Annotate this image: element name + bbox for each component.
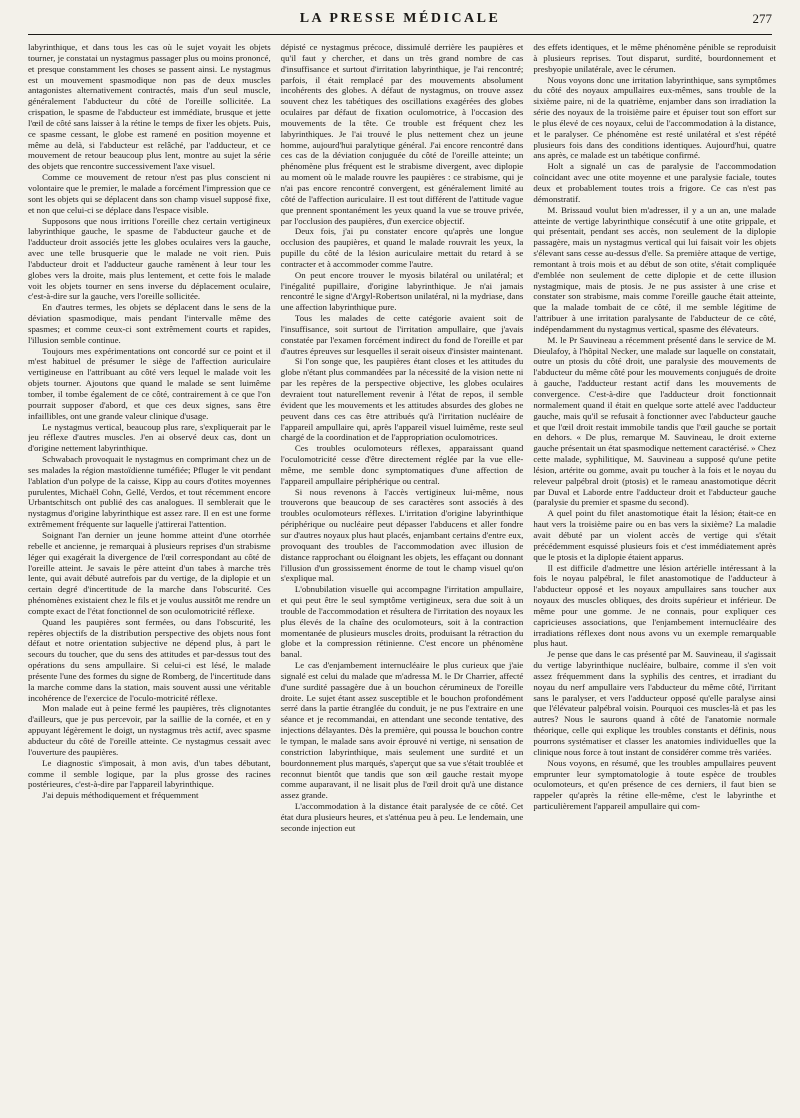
paragraph: Nous voyons donc une irritation labyrinthique, sans symptômes du côté des noyaux ampullaires eux-mêmes, sans trouble de la sixième paire, ni de la quatrième, enjamber dans son irradiation la série des noyaux de la troisième paire et épuiser tout son effort sur le plus élevé de ces noyaux, celui de l'accommodation à la distance, et le paralyser. Ce phénomène est resté unilatéral et s'est répété plusieurs fois dans des conditions identiques. Aujourd'hui, quatre ans après, ce malade est un tabétique confirmé. — [533, 74, 777, 161]
paragraph: Ces troubles oculomoteurs réflexes, apparaissant quand l'oculomotricité cesse d'être directement réglée par la vue elle-même, me semble donc symptomatiques d'une affection de l'appareil ampullaire périphérique ou central. — [280, 443, 524, 486]
paragraph: L'obnubilation visuelle qui accompagne l'irritation ampullaire, et qui peut être le seul symptôme vertigineux, sera due soit à un trouble de l'accommodation et résultera de l'irritation des noyaux les plus élevés de la chaîne des oculomoteurs, soit à la contraction momentanée de plusieurs muscles droits, produisant la rétraction du globe et la compression rétinienne. C'est encore un phénomène banal. — [280, 584, 524, 660]
header-rule — [28, 34, 772, 35]
column-middle — [281, 42, 524, 1110]
paragraph: Si l'on songe que, les paupières étant closes et les attitudes du globe n'étant plus commandées par la nécessité de la vision nette ni par les repères de la perspective objective, les globes oculaires devraient tout naturellement revenir à l'état de repos, il semble évident que les mouvements et les attitudes absurdes des globes ne peuvent dans ces cas être attribués qu'à l'irritation nucléaire de l'appareil ampullaire qui, après l'appareil visuel luimême, reste seul chargé de la coordination et de l'appropriation oculomotrices. — [280, 356, 524, 443]
paragraph: Schwabach provoquait le nystagmus en comprimant chez un de ses malades la région mastoïdienne tuméfiée; Pfluger le vit pendant l'ablation d'un polype de la caisse, Kipp au cours d'otites moyennes purulentes, Michaël Cohn, Gellé, Verdos, et tout récemment encore Urbantschitsch ont publié des cas analogues. Il semblerait que le nystagmus d'origine labyrinthique est assez rare. Il en est une forme extrêmement fréquente sur laquelle j'attirerai l'attention. — [28, 454, 271, 530]
paragraph: des effets identiques, et le même phénomène pénible se reproduisit à plusieurs reprises. Tout disparut, surdité, bourdonnement et presbyopie unilatérale, avec le cérumen. — [533, 42, 777, 74]
paragraph: Si nous revenons à l'accès vertigineux lui-même, nous trouverons que beaucoup de ses caractères sont associés à des troubles oculomoteurs réflexes. L'irritation d'origine labyrinthique périphérique ou nucléaire peut dépasser l'abducens et aller fondre sur d'autres noyaux plus haut placés, enjambant certains d'entre eux, provoquant des troubles de l'accommodation avec illusion de distance rapprochant ou éloignant les objets, les effaçant ou donnant l'illusion d'un grossissement énorme de tout le champ visuel qu'on s'explique mal. — [280, 486, 524, 584]
paragraph: Il est difficile d'admettre une lésion artérielle intéressant à la fois le noyau palpébral, le filet anastomotique de l'adducteur à l'abducteur opposé et les noyaux ampullaires sans toucher aux noyaux des muscles obliques, des droits supérieur et inférieur. De même pour une gomme. Je ne connais, pour expliquer ces capricieuses associations, que l'enjambement internucléaire des irradiations réflexes dont nous avons vu un exemple remarquable plus haut. — [533, 562, 777, 649]
paragraph: Je pense que dans le cas présenté par M. Sauvineau, il s'agissait du vertige labyrinthique nucléaire, bulbaire, comme il s'en voit assez fréquemment dans la syphilis des centres, et irradiant du noyau du nerf ampullaire vers l'abducteur du même côté, l'irritant sans le paralyser, et vers l'adducteur opposé qu'elle paralyse ainsi que l'élévateur palpébral voisin. Pourquoi ces muscles-là et pas les autres? Nous le saurons quand à côté de l'anatomie normale théorique, celle qui explique les troubles constants et définis, nous pourrons systématiser et classer les anatomies individuelles que la clinique nous force à tout instant de considérer comme très variées. — [533, 649, 777, 757]
paragraph: Le nystagmus vertical, beaucoup plus rare, s'expliquerait par le jeu réflexe d'autres muscles. J'en ai observé deux cas, dont un d'origine nettement labyrinthique. — [28, 421, 271, 454]
paragraph: Mon malade eut à peine fermé les paupières, très clignotantes d'ailleurs, que je pus percevoir, par la saillie de la cornée, et en y appuyant légèrement le doigt, un nystagmus très actif, avec spasme abducteur du côté de l'oreille atteinte. Ce nystagmus cessait avec l'ouverture des paupières. — [28, 703, 271, 757]
paragraph: Le diagnostic s'imposait, à mon avis, d'un tabes débutant, comme il semble logique, par la plus grosse des racines postérieures, c'est-à-dire par l'appareil labyrinthique. — [28, 757, 271, 790]
paragraph: Comme ce mouvement de retour n'est pas plus conscient ni volontaire que le premier, le malade a forcément l'impression que ce sont les objets qui se déplacent dans son champ visuel supposé fixe, et non que celui-ci se déplace dans l'espace visible. — [28, 172, 271, 215]
paragraph: Deux fois, j'ai pu constater encore qu'après une longue occlusion des paupières, et quand le malade rouvrait les yeux, la pupille du côté de la lésion auriculaire mettait du retard à se contracter et à accommoder comme l'autre. — [280, 226, 524, 269]
paragraph: J'ai depuis méthodiquement et fréquemment — [42, 790, 199, 801]
column-right — [533, 42, 776, 1110]
paragraph: labyrinthique, et dans tous les cas où le sujet voyait les objets tourner, je constatai un nystagmus passager plus ou moins prononcé, et presque constamment les choses se passent ainsi. Le nystagmus est un mouvement spasmodique non pas de deux muscles antagonistes alternativement contractés, mais d'un seul muscle, généralement l'abducteur du côté de l'oreille sollicitée. La crispation, le spasme de l'abducteur est immédiate, brusque et jette l'œil de côté sans laisser à la rétine le temps de fixer les objets. Puis, ce spasme cessant, le globe est ramené en position moyenne et même au delà, si l'abducteur est relâché, par l'adducteur, et ce mouvement de retour beaucoup plus lent, montre au sujet la série des objets que rencontre successivement l'axe visuel. — [28, 42, 271, 172]
paragraph: A quel point du filet anastomotique était la lésion; était-ce en haut vers la troisième paire ou en bas vers la sixième? La maladie avait débuté par un violent accès de vertige qui s'était précédemment esquissé plusieurs fois et c'est immédiatement après que le ptosis et la diplopie étaient apparus. — [533, 508, 777, 562]
paragraph: Holt a signalé un cas de paralysie de l'accommodation coïncidant avec une otite moyenne et une paralysie faciale, toutes deux et probablement toutes trois a frigore. Ce cas n'est pas démonstratif. — [533, 161, 777, 204]
column-left — [28, 42, 271, 1110]
text-columns — [28, 42, 776, 1110]
running-title: LA PRESSE MÉDICALE — [299, 11, 501, 26]
paragraph: On peut encore trouver le myosis bilatéral ou unilatéral; et l'inégalité pupillaire, d'origine labyrinthique. Je n'ai jamais rencontré le signe d'Argyl-Robertson unilatéral, ni la mydriase, dans une affection labyrinthique pure. — [280, 269, 524, 313]
paragraph: Quand les paupières sont fermées, ou dans l'obscurité, les repères objectifs de la distribution perspective des objets nous font défaut et notre orientation subjective ne dépend plus, à part le secours du toucher, que du sens des attitudes et par-dessus tout des opérations du sens ampullaire. Si celui-ci est lésé, le malade présente l'une des formes du signe de Romberg, de l'incertitude dans la marche comme dans la station, mais souvent aussi une véritable incohérence de l'exercice de l'oculo-motricité réflexe. — [28, 616, 271, 703]
paragraph: Le cas d'enjambement internucléaire le plus curieux que j'aie signalé est celui du malade que m'adressa M. le Dr Charrier, affecté d'une surdité passagère due à un bouchon cérumineux de l'oreille droite. Le sujet étant assez susceptible et le bouchon profondément serré dans la partie étranglée du conduit, je ne pus l'extraire en une séance et je recommandai, en attendant une seconde tentative, des injections délayantes. Dès la première, qui poussa le bouchon contre le tympan, le malade sans avoir éprouvé ni vertige, ni sensation de constriction labyrinthique, mais seulement une surdité et un bourdonnement plus marqués, s'aperçut que sa vue s'était troublée et reconnut bientôt que tandis que son œil gauche restait myope comme auparavant, il ne lisait plus de l'œil droit qu'à une distance assez grande. — [280, 660, 524, 801]
paragraph: Toujours mes expérimentations ont concordé sur ce point et il m'est habituel de présumer le siège de l'affection auriculaire vertigineuse en l'attribuant au côté vers lequel le malade voit les objets tourner. Ajoutons que quand le malade se sent luimême tomber, il tombe également de ce côté, contrairement à ce que l'on pourrait supposer d'abord, et que ces deux signes, sans être infaillibles, ont une grande valeur clinique d'usage. — [28, 345, 271, 421]
page-number: 277 — [752, 11, 772, 26]
paragraph: M. Brissaud voulut bien m'adresser, il y a un an, une malade atteinte de vertige labyrinthique consécutif à une otite grippale, et qui présentait, pendant ses accès, non seulement de la diplopie passagère, mais un nystagmus vertical qui lui faisait voir les objets s'élevant sans cesse au-dessus d'elle. Sa première attaque de vertige, remontant à trois mois et au début de son otite, s'était compliquée d'emblée non seulement de cette diplopie et de cette illusion nystagmique, mais de ptosis. Je ne pus assister à une crise et constater son strabisme, mais comme l'oreille gauche était atteinte, que la malade tombait de ce côté, il me semble légitime de l'attribuer à une irritation paralysante de l'abducteur de ce côté, indépendamment du nystagmus vertical, spasme des élévateurs. — [533, 204, 777, 334]
paragraph: Soignant l'an dernier un jeune homme atteint d'une otorrhée rebelle et ancienne, je remarquai à plusieurs reprises d'un strabisme léger qui exagérait la divergence de l'œil correspondant au côté de l'oreille atteint. Je savais le père atteint d'un tabes à marche très lente, qui avait débuté autrefois par du vertige, de la diplopie et un certain degré d'incertitude de la marche dans l'obscurité. Ces phénomènes existaient chez le fils et je voulus aussitôt me rendre un compte exact de l'état fonctionnel de son oculomotricité réflexe. — [28, 529, 271, 616]
paragraph: L'accommodation à la distance était paralysée de ce côté. Cet état dura plusieurs heures, et s'atténua peu à peu. Le lendemain, une seconde injection eut — [280, 801, 524, 833]
paragraph: En d'autres termes, les objets se déplacent dans le sens de la déviation spasmodique, mais pendant l'intervalle même des spasmes; et comme ceux-ci sont extrêmement courts et rapides, l'illusion semble continue. — [28, 302, 271, 345]
paragraph: Nous voyons, en résumé, que les troubles ampullaires peuvent emprunter leur symptomatologie à toute espèce de troubles oculomoteurs, et qu'en présence de ces derniers, il faut bien se rappeler qu'après la rétine elle-même, c'est le labyrinthe et particulièrement l'appareil ampullaire qui com- — [533, 757, 777, 812]
paragraph: M. le Pr Sauvineau a récemment présenté dans le service de M. Dieulafoy, à l'hôpital Necker, une malade sur laquelle on constatait, outre un ptosis du côté droit, une paralysie des mouvements de l'abducteur du même côté pour les mouvements conjugués de droite à gauche, l'adducteur restant actif dans les mouvements de convergence. C'est-à-dire que l'adducteur droit fonctionnait normalement quand il était en quelque sorte attelé avec l'adducteur gauche, mais qu'il se refusait à fonctionner avec l'abducteur gauche et que l'œil droit restait immobile tandis que l'œil gauche se portait en dehors. « De plus, remarque M. Sauvineau, le droit externe gauche présentait un état spasmodique nettement caractérisé. » Chez cette malade, syphilitique, M. Sauvineau a supposé qu'une petite lésion, artérite ou gomme, avait pu toucher à la fois et le noyau du releveur palpébral droit (ptosis) et le rameau anastomotique décrit par Duval et Laborde entre l'adducteur droit et l'abducteur gauche (paralysie du premier et spasme du second). — [533, 334, 777, 508]
paragraph: dépisté ce nystagmus précoce, dissimulé derrière les paupières et qu'il faut y chercher, et dans un très grand nombre de cas d'insuffisance et surtout d'irritation labyrinthique, je l'ai rencontré; parfois, il était remplacé par des mouvements absolument incohérents des globes. A défaut de nystagmus, on trouve assez souvent chez les tabétiques des oscillations exagérées des globes oculaires par défaut de fixation oculomotrice, à l'occasion des mouvements de la tête. Ce trouble est fréquent chez les labyrinthiques. Je l'ai trouvé le plus nettement chez un jeune homme, aujourd'hui paralytique général. J'ai encore rencontré dans ces cas de la déviation conjuguée du côté de l'oreille atteinte; un phénomène plus fréquent est le strabisme divergent, avec diplopie au moment où le malade rouvre les paupières : ce strabisme, qui je n'ai pas encore rencontré convergent, est généralement limité au côté de l'affection auriculaire. Il est tout différent de l'attitude vague que prennent spontanément les yeux quand la vue se trouve privée, par l'occlusion des paupières, d'un exercice objectif. — [280, 42, 524, 226]
running-header — [28, 4, 772, 34]
paragraph: Tous les malades de cette catégorie avaient soit de l'insuffisance, soit surtout de l'irritation ampullaire, que j'avais constatée par l'examen forcément indirect du fond de l'oreille et par d'autres épreuves sur lesquelles il serait oiseux d'insister maintenant. — [280, 313, 524, 356]
paragraph: Supposons que nous irritions l'oreille chez certain vertigineux labyrinthique gauche, le spasme de l'abducteur gauche et de l'adducteur droit associés jette les globes oculaires vers la gauche, avec une telle brusquerie que le malade ne voit rien. Puis l'abducteur droit et l'adducteur gauche ramènent à leur tour les globes vers la droite, mais plus lentement, et cette fois le malade voit les objets tourner en sens inverse du déplacement oculaire, c'est-à-dire sur la gauche, vers l'oreille sollicitée. — [28, 215, 271, 302]
